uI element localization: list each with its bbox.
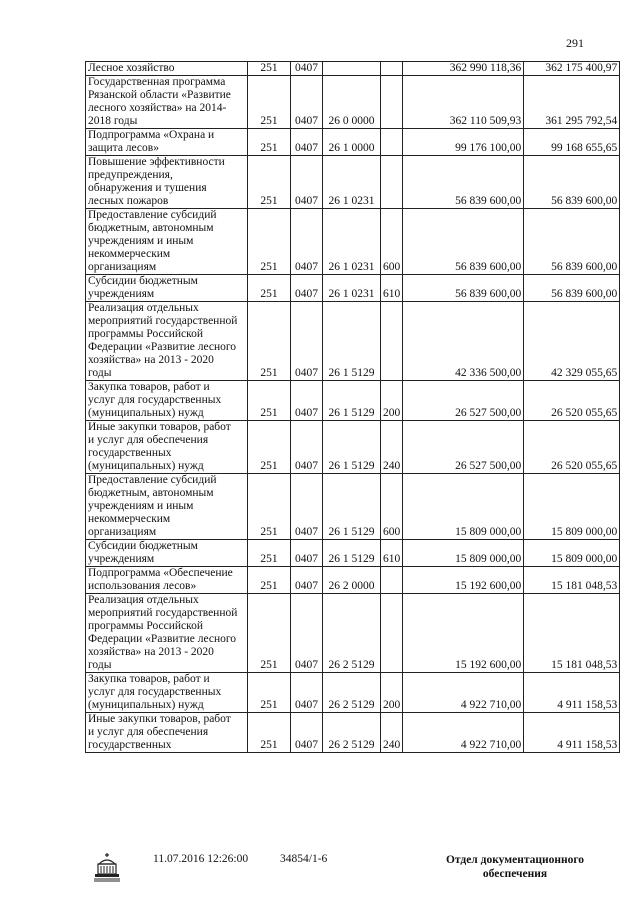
planned-amount-cell: 26 527 500,00	[403, 421, 524, 474]
planned-amount-cell: 56 839 600,00	[403, 209, 524, 275]
planned-amount-cell: 15 809 000,00	[403, 540, 524, 567]
table-body	[86, 62, 620, 753]
table-row	[86, 421, 620, 474]
executed-amount-cell: 26 520 055,65	[524, 421, 620, 474]
section-code-cell: 0407	[291, 381, 323, 421]
target-article-cell: 26 1 0231	[323, 209, 381, 275]
section-code-cell: 0407	[291, 275, 323, 302]
executed-amount-cell: 42 329 055,65	[524, 302, 620, 381]
page-number: 291	[566, 36, 584, 50]
executed-amount-cell: 362 175 400,97	[524, 62, 620, 76]
planned-amount-cell: 56 839 600,00	[403, 156, 524, 209]
section-code-cell: 0407	[291, 129, 323, 156]
planned-amount-cell: 56 839 600,00	[403, 275, 524, 302]
footer-doc-number: 34854/1-6	[280, 853, 328, 865]
executed-amount-cell: 15 181 048,53	[524, 594, 620, 673]
executed-amount-cell: 26 520 055,65	[524, 381, 620, 421]
table-row	[86, 474, 620, 540]
target-article-cell: 26 1 5129	[323, 421, 381, 474]
table-row	[86, 713, 620, 753]
table-row	[86, 673, 620, 713]
admin-code-cell: 251	[248, 673, 291, 713]
expense-type-cell	[381, 156, 403, 209]
executed-amount-cell: 56 839 600,00	[524, 275, 620, 302]
table-row	[86, 156, 620, 209]
section-code-cell: 0407	[291, 76, 323, 129]
target-article-cell: 26 2 0000	[323, 567, 381, 594]
executed-amount-cell: 99 168 655,65	[524, 129, 620, 156]
target-article-cell: 26 1 5129	[323, 474, 381, 540]
target-article-cell: 26 1 5129	[323, 381, 381, 421]
admin-code-cell: 251	[248, 129, 291, 156]
table-row	[86, 209, 620, 275]
admin-code-cell: 251	[248, 594, 291, 673]
item-name-cell: Повышение эффективности предупреждения, обнаружения и тушения лесных пожаров	[86, 156, 248, 209]
expense-type-cell: 600	[381, 474, 403, 540]
planned-amount-cell: 4 922 710,00	[403, 713, 524, 753]
table-row	[86, 129, 620, 156]
planned-amount-cell: 26 527 500,00	[403, 381, 524, 421]
footer-department: Отдел документационного обеспечения	[445, 854, 585, 880]
item-name-cell: Предоставление субсидий бюджетным, автономным учреждениям и иным некоммерческим организациям	[86, 209, 248, 275]
building-emblem-icon	[90, 850, 124, 884]
admin-code-cell: 251	[248, 275, 291, 302]
item-name-cell: Реализация отдельных мероприятий государственной программы Российской Федерации «Развитие лесного хозяйства» на 2013 - 2020 годы	[86, 594, 248, 673]
section-code-cell: 0407	[291, 62, 323, 76]
admin-code-cell: 251	[248, 567, 291, 594]
expense-type-cell	[381, 62, 403, 76]
planned-amount-cell: 42 336 500,00	[403, 302, 524, 381]
admin-code-cell: 251	[248, 302, 291, 381]
target-article-cell: 26 1 5129	[323, 302, 381, 381]
section-code-cell: 0407	[291, 567, 323, 594]
planned-amount-cell: 4 922 710,00	[403, 673, 524, 713]
budget-table	[85, 61, 620, 753]
executed-amount-cell: 15 809 000,00	[524, 540, 620, 567]
executed-amount-cell: 4 911 158,53	[524, 673, 620, 713]
planned-amount-cell: 99 176 100,00	[403, 129, 524, 156]
executed-amount-cell: 56 839 600,00	[524, 209, 620, 275]
executed-amount-cell: 361 295 792,54	[524, 76, 620, 129]
executed-amount-cell: 15 181 048,53	[524, 567, 620, 594]
planned-amount-cell: 15 192 600,00	[403, 594, 524, 673]
expense-type-cell: 240	[381, 421, 403, 474]
target-article-cell: 26 1 5129	[323, 540, 381, 567]
table-row	[86, 594, 620, 673]
target-article-cell: 26 0 0000	[323, 76, 381, 129]
section-code-cell: 0407	[291, 156, 323, 209]
item-name-cell: Иные закупки товаров, работ и услуг для обеспечения государственных (муниципальных) нужд	[86, 421, 248, 474]
admin-code-cell: 251	[248, 540, 291, 567]
expense-type-cell: 200	[381, 673, 403, 713]
target-article-cell: 26 1 0231	[323, 275, 381, 302]
section-code-cell: 0407	[291, 673, 323, 713]
item-name-cell: Лесное хозяйство	[86, 62, 248, 76]
footer-timestamp: 11.07.2016 12:26:00	[153, 853, 249, 865]
expense-type-cell	[381, 567, 403, 594]
expense-type-cell	[381, 302, 403, 381]
target-article-cell: 26 2 5129	[323, 673, 381, 713]
item-name-cell: Реализация отдельных мероприятий государственной программы Российской Федерации «Развитие лесного хозяйства» на 2013 - 2020 годы	[86, 302, 248, 381]
section-code-cell: 0407	[291, 302, 323, 381]
item-name-cell: Субсидии бюджетным учреждениям	[86, 275, 248, 302]
admin-code-cell: 251	[248, 713, 291, 753]
section-code-cell: 0407	[291, 594, 323, 673]
executed-amount-cell: 15 809 000,00	[524, 474, 620, 540]
admin-code-cell: 251	[248, 62, 291, 76]
table-row	[86, 76, 620, 129]
expense-type-cell	[381, 129, 403, 156]
target-article-cell: 26 2 5129	[323, 713, 381, 753]
section-code-cell: 0407	[291, 713, 323, 753]
expense-type-cell: 600	[381, 209, 403, 275]
item-name-cell: Подпрограмма «Обеспечение использования лесов»	[86, 567, 248, 594]
section-code-cell: 0407	[291, 209, 323, 275]
executed-amount-cell: 56 839 600,00	[524, 156, 620, 209]
expense-type-cell: 240	[381, 713, 403, 753]
target-article-cell	[323, 62, 381, 76]
table-row	[86, 302, 620, 381]
expense-type-cell: 610	[381, 540, 403, 567]
section-code-cell: 0407	[291, 474, 323, 540]
admin-code-cell: 251	[248, 474, 291, 540]
admin-code-cell: 251	[248, 156, 291, 209]
expense-type-cell	[381, 594, 403, 673]
expense-type-cell: 610	[381, 275, 403, 302]
planned-amount-cell: 15 809 000,00	[403, 474, 524, 540]
planned-amount-cell: 15 192 600,00	[403, 567, 524, 594]
target-article-cell: 26 2 5129	[323, 594, 381, 673]
admin-code-cell: 251	[248, 421, 291, 474]
executed-amount-cell: 4 911 158,53	[524, 713, 620, 753]
admin-code-cell: 251	[248, 381, 291, 421]
admin-code-cell: 251	[248, 76, 291, 129]
target-article-cell: 26 1 0000	[323, 129, 381, 156]
table-row	[86, 567, 620, 594]
planned-amount-cell: 362 990 118,36	[403, 62, 524, 76]
table-row	[86, 540, 620, 567]
item-name-cell: Государственная программа Рязанской области «Развитие лесного хозяйства» на 2014- 2018 годы	[86, 76, 248, 129]
expense-type-cell: 200	[381, 381, 403, 421]
item-name-cell: Подпрограмма «Охрана и защита лесов»	[86, 129, 248, 156]
item-name-cell: Субсидии бюджетным учреждениям	[86, 540, 248, 567]
section-code-cell: 0407	[291, 540, 323, 567]
item-name-cell: Иные закупки товаров, работ и услуг для обеспечения государственных	[86, 713, 248, 753]
section-code-cell: 0407	[291, 421, 323, 474]
expense-type-cell	[381, 76, 403, 129]
planned-amount-cell: 362 110 509,93	[403, 76, 524, 129]
table-row	[86, 381, 620, 421]
admin-code-cell: 251	[248, 209, 291, 275]
target-article-cell: 26 1 0231	[323, 156, 381, 209]
item-name-cell: Предоставление субсидий бюджетным, автономным учреждениям и иным некоммерческим организациям	[86, 474, 248, 540]
table-row	[86, 275, 620, 302]
item-name-cell: Закупка товаров, работ и услуг для государственных (муниципальных) нужд	[86, 673, 248, 713]
table-row	[86, 62, 620, 76]
item-name-cell: Закупка товаров, работ и услуг для государственных (муниципальных) нужд	[86, 381, 248, 421]
